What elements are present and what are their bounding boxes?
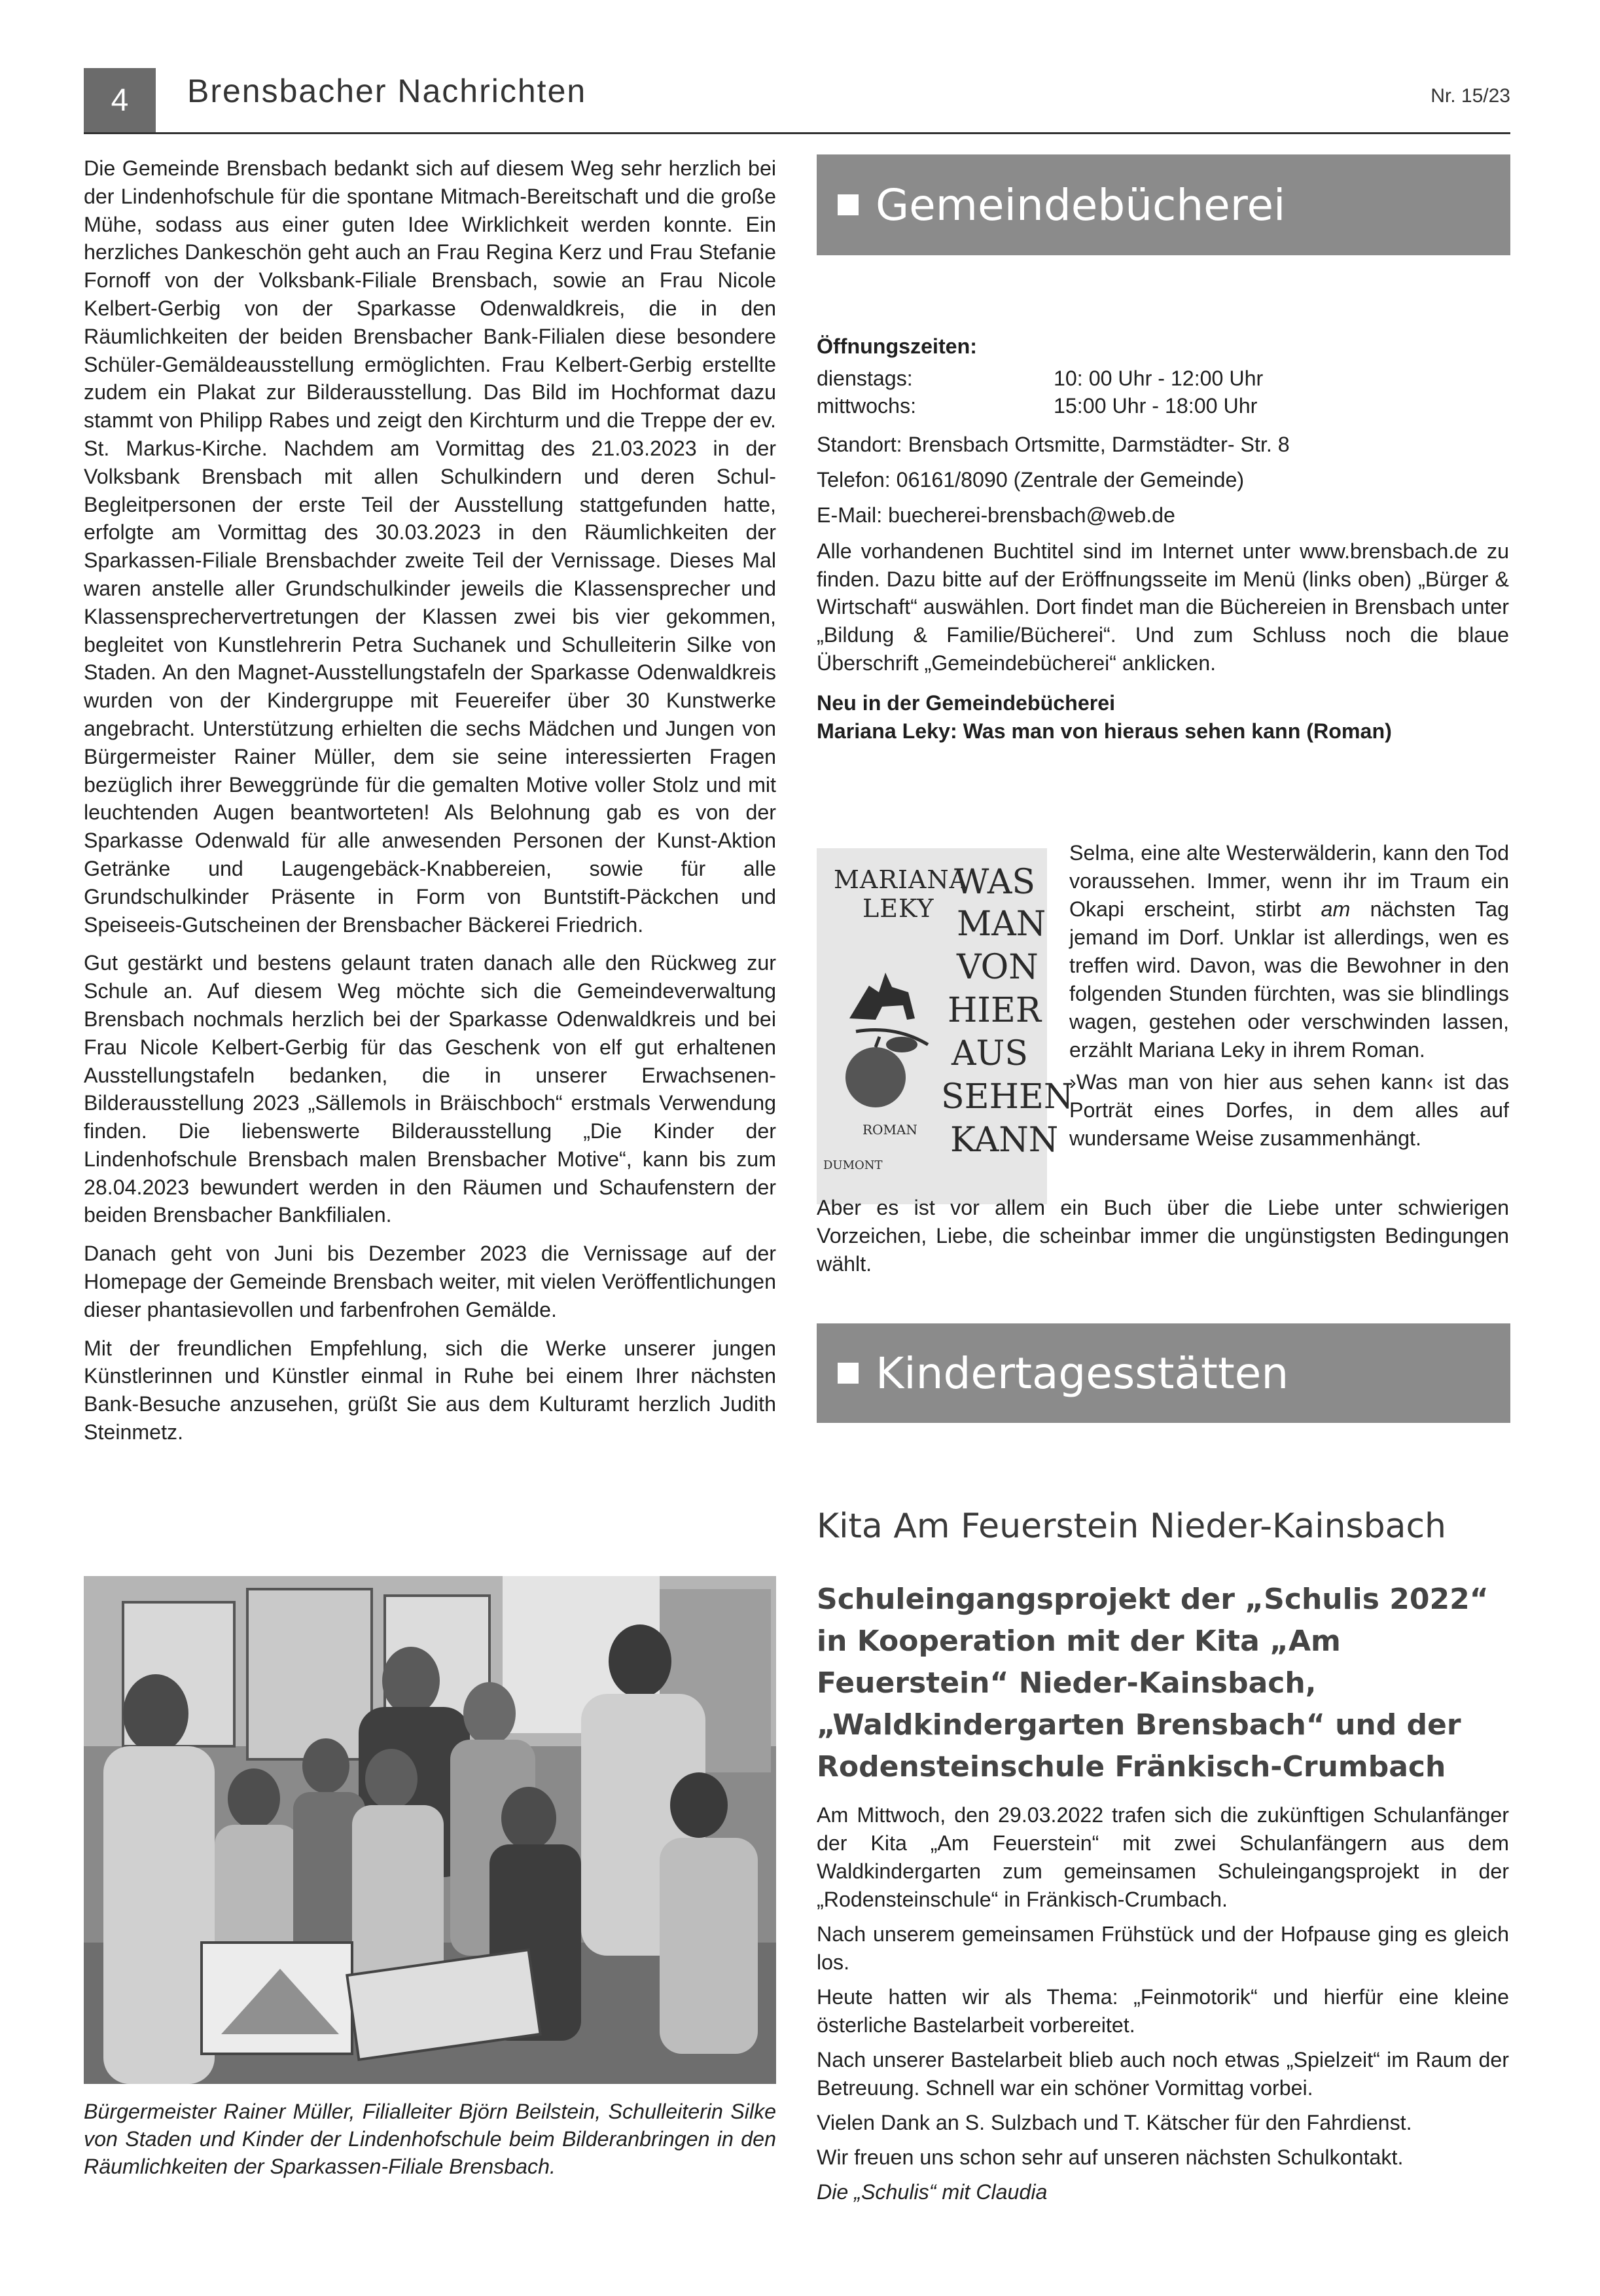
kita-title: Kita Am Feuerstein Nieder-Kainsbach: [817, 1507, 1446, 1546]
new-in-library-title: Neu in der Gemeindebücherei: [817, 691, 1116, 715]
square-bullet-icon: [838, 1363, 859, 1384]
cover-author-first: MARIANA: [834, 865, 969, 894]
group-photo-illustration: [84, 1576, 776, 2084]
library-info: [817, 332, 1509, 745]
article-paragraph: Mit der freundlichen Empfehlung, sich die Werke unserer jungen Künstlerinnen und Künstler einmal in Ruhe bei einem Ihrer nächsten Bank-Besuche anzusehen, grüßt Sie aus dem Kulturamt herzlich Judith Steinmetz.: [84, 1336, 776, 1444]
cover-title-line: WAS: [954, 863, 1036, 902]
cover-genre: ROMAN: [862, 1122, 917, 1138]
article-paragraph: Die Gemeinde Brensbach bedankt sich auf diesem Weg sehr herzlich bei der Lindenhofschule für die spontane Mitmach-Bereitschaft und die große Mühe, sodass aus einer guten Idee Wirklichkeit werden konnte. Ein herzliches Dankeschön geht auch an Frau Regina Kerz und Frau Stefanie Fornoff von der Volksbank-Filiale Brensbach, sowie an Frau Nicole Kelbert-Gerbig von der Sparkasse Odenwaldkreis, die in den Räumlichkeiten der beiden Brensbacher Bank-Filialen diese besondere Schüler-Gemäldeausstellung ermöglichten. Frau Kelbert-Gerbig erstellte zudem ein Plakat zur Bilderausstellung. Das Bild im Hochformat dazu stammt von Philipp Rabes und zeigt den Kirchturm und die Treppe der ev. St. Markus-Kirche. Nachdem am Vormittag des 21.03.2023 in der Volksbank Brensbach mit allen Schulkindern und deren Schul-Begleitpersonen der erste Teil der Ausstellung stattgefunden hatte, erfolgte am Vormittag des 30.03.2023 in den Räumlichkeiten der Sparkassen-Filiale Brensbachder zweite Teil der Vernissage. Dieses Mal waren anstelle aller Grundschulkinder jeweils die Klassensprecher und Klassensprechervertretungen der Klassen zwei bis vier gekommen, begleitet von Kunstlehrerin Petra Suchanek und Schulleiterin Silke von Staden. An den Magnet-Ausstellungstafeln der Sparkasse Odenwaldkreis wurden von der Kindergruppe mit Feuereifer über 30 Kunstwerke angebracht. Unterstützung erhielten die sechs Mädchen und Jungen von Bürgermeister Rainer Müller, dem sie seine interessierten Fragen bezüglich ihrer Beweggründe für die gemalten Motive voller Stolz und mit leuchtenden Augen beantworteten! Als Belohnung gab es von der Sparkasse Odenwald für alle anwesenden Personen der Kunst-Aktion Getränke und Laugengebäck-Knabbereien, sowie für alle Grundschulkinder Präsente in Form von Buntstift-Päckchen und Speiseeis-Gutscheinen der Brensbacher Bäckerei Friedrich.: [84, 156, 776, 937]
kita-article: [817, 1801, 1509, 2213]
book-text: Selma, eine alte Westerwälderin, kann den Tod voraussehen. Immer, wenn ihr im Traum ein Okapi erscheint, stirbt: [1069, 841, 1509, 921]
photo-caption: Bürgermeister Rainer Müller, Filialleiter Björn Beilstein, Schulleiterin Silke von Staden und Kinder der Lindenhofschule beim Bilderanbringen in den Räumlichkeiten der Sparkassen-Filiale Brensbach.: [84, 2100, 776, 2178]
book-paragraph: [1069, 839, 1509, 1064]
book-heading: Mariana Leky: Was man von hieraus sehen kann (Roman): [817, 719, 1392, 743]
cover-title-line: AUS: [951, 1034, 1028, 1073]
opening-hours-table: [817, 365, 1509, 420]
catalog-paragraph: Alle vorhandenen Buchtitel sind im Internet unter www.brensbach.de zu finden. Dazu bitte auf der Eröffnungsseite im Menü (links oben) „Bürger & Wirtschaft“ auswählen. Dort findet man die Büchereien in Brensbach unter „Bildung & Familie/Bücherei“. Und zum Schluss noch die blaue Überschrift „Gemeindebücherei“ anklicken.: [817, 539, 1509, 675]
book-cover: [817, 848, 1074, 1204]
section-banner-title: Kindertagesstätten: [876, 1348, 1289, 1399]
cover-title-line: MAN: [957, 905, 1046, 944]
cover-title-line: HIER: [948, 991, 1041, 1030]
book-paragraph: ›Was man von hier aus sehen kann‹ ist das Porträt eines Dorfes, in dem alles auf wundersame Weise zusammenhängt.: [1069, 1070, 1509, 1150]
newspaper-title: Brensbacher Nachrichten: [187, 73, 587, 109]
book-description: [1069, 839, 1509, 1157]
group-photo: [84, 1576, 776, 2084]
section-banner-library: [817, 154, 1510, 255]
cover-title-line: KANN: [950, 1121, 1059, 1160]
article-left-column: [84, 154, 776, 1457]
cover-title-line: SEHEN: [941, 1077, 1074, 1117]
page-number: 4: [84, 68, 156, 132]
kita-subtitle: Schuleingangsprojekt der „Schulis 2022“ in Kooperation mit der Kita „Am Feuerstein“ Nieder-Kainsbach,„Waldkindergarten Brensbach“ und der Rodensteinschule Fränkisch-Crumbach: [817, 1583, 1489, 1784]
issue-number: Nr. 15/23: [1431, 85, 1510, 107]
cover-publisher: DUMONT: [823, 1158, 883, 1172]
hours-day: dienstags:: [817, 366, 913, 390]
library-phone: Telefon: 06161/8090 (Zentrale der Gemeinde): [817, 467, 1245, 492]
opening-hours-title: Öffnungszeiten:: [817, 334, 977, 358]
section-banner-title: Gemeindebücherei: [876, 179, 1286, 230]
kita-paragraph: Am Mittwoch, den 29.03.2022 trafen sich die zukünftigen Schulanfänger der Kita „Am Feuerstein“ mit zwei Schulanfängern aus dem Waldkindergarten zum gemeinsamen Schuleingangsprojekt in der „Rodensteinschule“ in Fränkisch-Crumbach.: [817, 1803, 1509, 1911]
page-header: [84, 68, 1510, 134]
kita-paragraph: Vielen Dank an S. Sulzbach und T. Kätscher für den Fahrdienst.: [817, 2111, 1412, 2134]
cover-title-line: VON: [957, 948, 1039, 987]
hours-time: 15:00 Uhr - 18:00 Uhr: [1054, 393, 1258, 418]
hours-day: mittwochs:: [817, 393, 917, 418]
article-paragraph: Gut gestärkt und bestens gelaunt traten danach alle den Rückweg zur Schule an. Auf diesem Weg möchte sich die Gemeindeverwaltung Brensbach nochmals herzlich bei der Sparkasse Odenwaldkreis und bei Frau Nicole Kelbert-Gerbig für das Geschenk von elf gut erhaltenen Ausstellungstafeln bedanken, die in unserer Erwachsenen-Bilderausstellung 2023 „Sällemols in Bräischboch“ erstmals Verwendung finden. Die liebenswerte Bilderausstellung „Die Kinder der Lindenhofschule Brensbach malen Brensbacher Motive“, kann bis zum 28.04.2023 bewundert werden in den Räumen und Schaufenstern der beiden Brensbacher Bankfilialen.: [84, 951, 776, 1227]
cover-author-last: LEKY: [862, 894, 934, 923]
kita-paragraph: Heute hatten wir als Thema: „Feinmotorik“ und hierfür eine kleine österliche Bastelarbeit vorbereitet.: [817, 1985, 1509, 2037]
square-bullet-icon: [838, 194, 859, 215]
book-text-emphasis: am: [1321, 897, 1351, 921]
kita-signature: Die „Schulis“ mit Claudia: [817, 2180, 1048, 2204]
book-paragraph: Aber es ist vor allem ein Buch über die Liebe unter schwierigen Vorzeichen, Liebe, die scheinbar immer die ungünstigsten Bedingungen wählt.: [817, 1196, 1509, 1276]
kita-paragraph: Nach unserer Bastelarbeit blieb auch noch etwas „Spielzeit“ im Raum der Betreuung. Schnell war ein schöner Vormittag vorbei.: [817, 2048, 1509, 2100]
library-location: Standort: Brensbach Ortsmitte, Darmstädter- Str. 8: [817, 432, 1290, 456]
okapi-apple-illustration: [830, 946, 948, 1123]
book-text: nächsten Tag jemand im Dorf. Unklar ist allerdings, wen es treffen wird. Davon, was die Bewohner in den folgenden Stunden fürchten, was sie blindlings wagen, gestehen oder verschwinden lassen, erzählt Mariana Leky in ihrem Roman.: [1069, 897, 1509, 1062]
hours-time: 10: 00 Uhr - 12:00 Uhr: [1054, 366, 1264, 390]
kita-paragraph: Wir freuen uns schon sehr auf unseren nächsten Schulkontakt.: [817, 2145, 1404, 2169]
library-email: E-Mail: buecherei-brensbach@web.de: [817, 503, 1175, 527]
kita-paragraph: Nach unserem gemeinsamen Frühstück und der Hofpause ging es gleich los.: [817, 1922, 1509, 1974]
section-banner-kita: [817, 1323, 1510, 1423]
article-paragraph: Danach geht von Juni bis Dezember 2023 die Vernissage auf der Homepage der Gemeinde Brensbach weiter, mit vielen Veröffentlichungen dieser phantasievollen und farbenfrohen Gemälde.: [84, 1242, 776, 1321]
